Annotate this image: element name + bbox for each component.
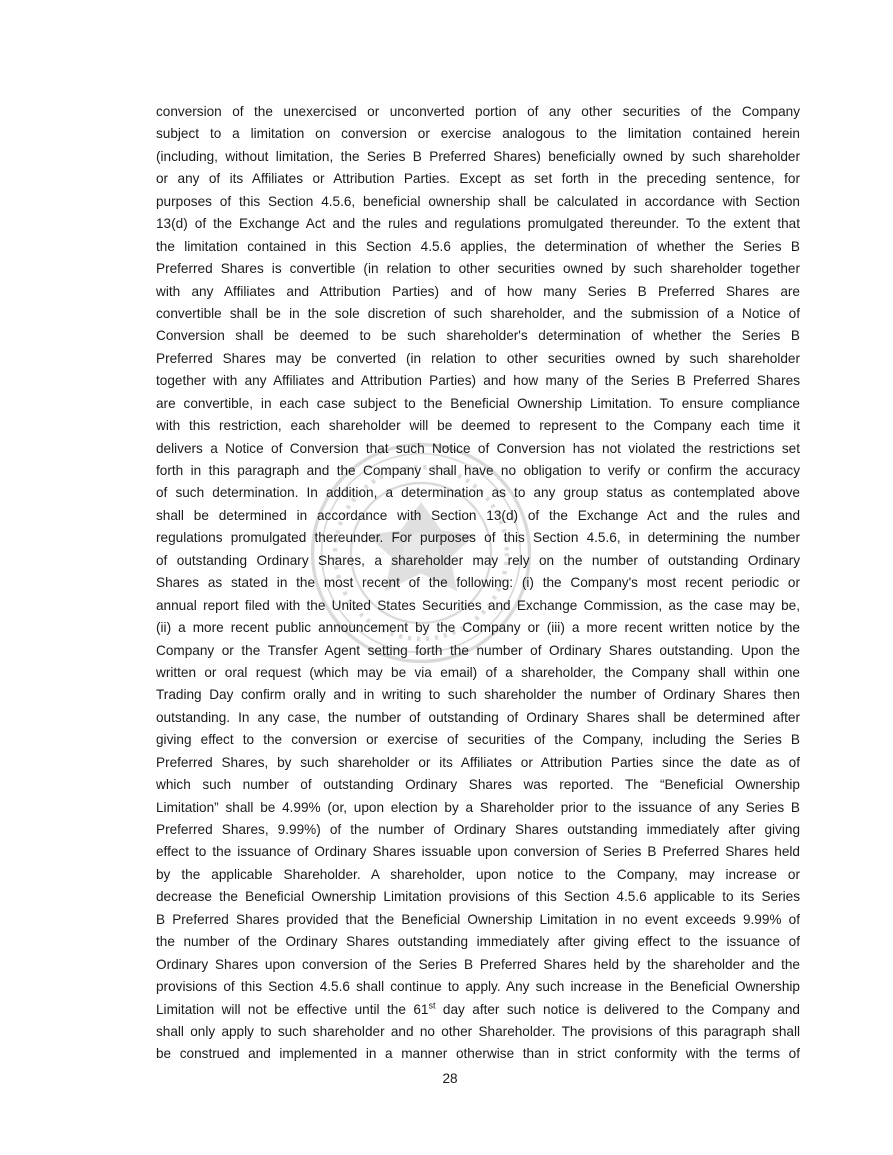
text-segment: Limitation will not be effective until the 61 — [156, 1001, 429, 1017]
text-line: purposes of this Section 4.5.6, beneficial ownership shall be calculated in accordance with Section — [156, 193, 800, 209]
text-line: outstanding. In any case, the number of outstanding of Ordinary Shares shall be determined after — [156, 709, 800, 725]
text-line — [156, 999, 800, 1021]
text-line: the number of the Ordinary Shares outstanding immediately after giving effect to the issuance of — [156, 934, 800, 950]
text-line: or any of its Affiliates or Attribution Parties. Except as set forth in the preceding sentence, for — [156, 171, 800, 187]
text-line: the limitation contained in this Section 4.5.6 applies, the determination of whether the Series B — [156, 238, 800, 254]
page-number: 28 — [442, 1071, 458, 1086]
text-line: Trading Day confirm orally and in writing to such shareholder the number of Ordinary Shares then — [156, 687, 800, 703]
text-line: subject to a limitation on conversion or exercise analogous to the limitation contained herein — [156, 126, 800, 142]
text-line: shall only apply to such shareholder and no other Shareholder. The provisions of this paragraph shall — [156, 1023, 800, 1039]
text-line: shall be determined in accordance with Section 13(d) of the Exchange Act and the rules and — [156, 507, 800, 523]
text-line: Company or the Transfer Agent setting forth the number of Ordinary Shares outstanding. Upon the — [156, 642, 800, 658]
text-line: with any Affiliates and Attribution Parties) and of how many Series B Preferred Shares are — [156, 283, 800, 299]
text-line: giving effect to the conversion or exercise of securities of the Company, including the Series B — [156, 732, 800, 748]
text-line: Preferred Shares is convertible (in relation to other securities owned by such shareholder together — [156, 261, 800, 277]
text-line: of outstanding Ordinary Shares, a shareholder may rely on the number of outstanding Ordinary — [156, 552, 800, 568]
text-line: conversion of the unexercised or unconverted portion of any other securities of the Company — [156, 104, 800, 119]
text-line: annual report filed with the United States Securities and Exchange Commission, as the case may be, — [156, 597, 800, 613]
ordinal-suffix: st — [428, 999, 436, 1010]
text-line: 13(d) of the Exchange Act and the rules and regulations promulgated thereunder. To the extent that — [156, 216, 800, 232]
text-line: provisions of this Section 4.5.6 shall continue to apply. Any such increase in the Beneficial Ownership — [156, 979, 800, 995]
text-line: Ordinary Shares upon conversion of the Series B Preferred Shares held by the shareholder and the — [156, 956, 800, 972]
text-line: effect to the issuance of Ordinary Shares issuable upon conversion of Series B Preferred Shares held — [156, 844, 800, 860]
text-line: Limitation” shall be 4.99% (or, upon election by a Shareholder prior to the issuance of any Series B — [156, 799, 800, 815]
text-line: (including, without limitation, the Series B Preferred Shares) beneficially owned by such shareholder — [156, 148, 800, 164]
text-line: Shares as stated in the most recent of the following: (i) the Company's most recent periodic or — [156, 575, 800, 591]
text-line: Preferred Shares may be converted (in relation to other securities owned by such shareholder — [156, 350, 800, 366]
text-line: with this restriction, each shareholder will be deemed to represent to the Company each time it — [156, 418, 800, 434]
text-line: are convertible, in each case subject to the Beneficial Ownership Limitation. To ensure compliance — [156, 395, 800, 411]
text-line: B Preferred Shares provided that the Beneficial Ownership Limitation in no event exceeds 9.99% of — [156, 911, 800, 927]
text-line: Preferred Shares, by such shareholder or its Affiliates or Attribution Parties since the date as of — [156, 754, 800, 770]
text-line: written or oral request (which may be via email) of a shareholder, the Company shall within one — [156, 664, 800, 680]
text-line: Preferred Shares, 9.99%) of the number of Ordinary Shares outstanding immediately after giving — [156, 822, 800, 837]
text-line: convertible shall be in the sole discretion of such shareholder, and the submission of a Notice of — [156, 305, 800, 321]
text-line: by the applicable Shareholder. A shareholder, upon notice to the Company, may increase or — [156, 866, 800, 882]
text-line: decrease the Beneficial Ownership Limitation provisions of this Section 4.5.6 applicable to its Series — [156, 889, 800, 905]
text-line: be construed and implemented in a manner otherwise than in strict conformity with the terms of — [156, 1046, 800, 1062]
body-text — [156, 101, 800, 1066]
text-line: Conversion shall be deemed to be such shareholder's determination of whether the Series B — [156, 328, 800, 344]
text-line: forth in this paragraph and the Company shall have no obligation to verify or confirm the accuracy — [156, 463, 800, 478]
text-line: regulations promulgated thereunder. For purposes of this Section 4.5.6, in determining the number — [156, 530, 800, 546]
text-segment: day after such notice is delivered to the Company and — [435, 1001, 800, 1017]
text-line: delivers a Notice of Conversion that such Notice of Conversion has not violated the restrictions set — [156, 440, 800, 456]
text-line: of such determination. In addition, a determination as to any group status as contemplated above — [156, 485, 800, 501]
text-line: together with any Affiliates and Attribution Parties) and how many of the Series B Preferred Shares — [156, 373, 800, 389]
text-line: (ii) a more recent public announcement by the Company or (iii) a more recent written notice by the — [156, 620, 800, 636]
text-line: which such number of outstanding Ordinary Shares was reported. The “Beneficial Ownership — [156, 777, 800, 793]
